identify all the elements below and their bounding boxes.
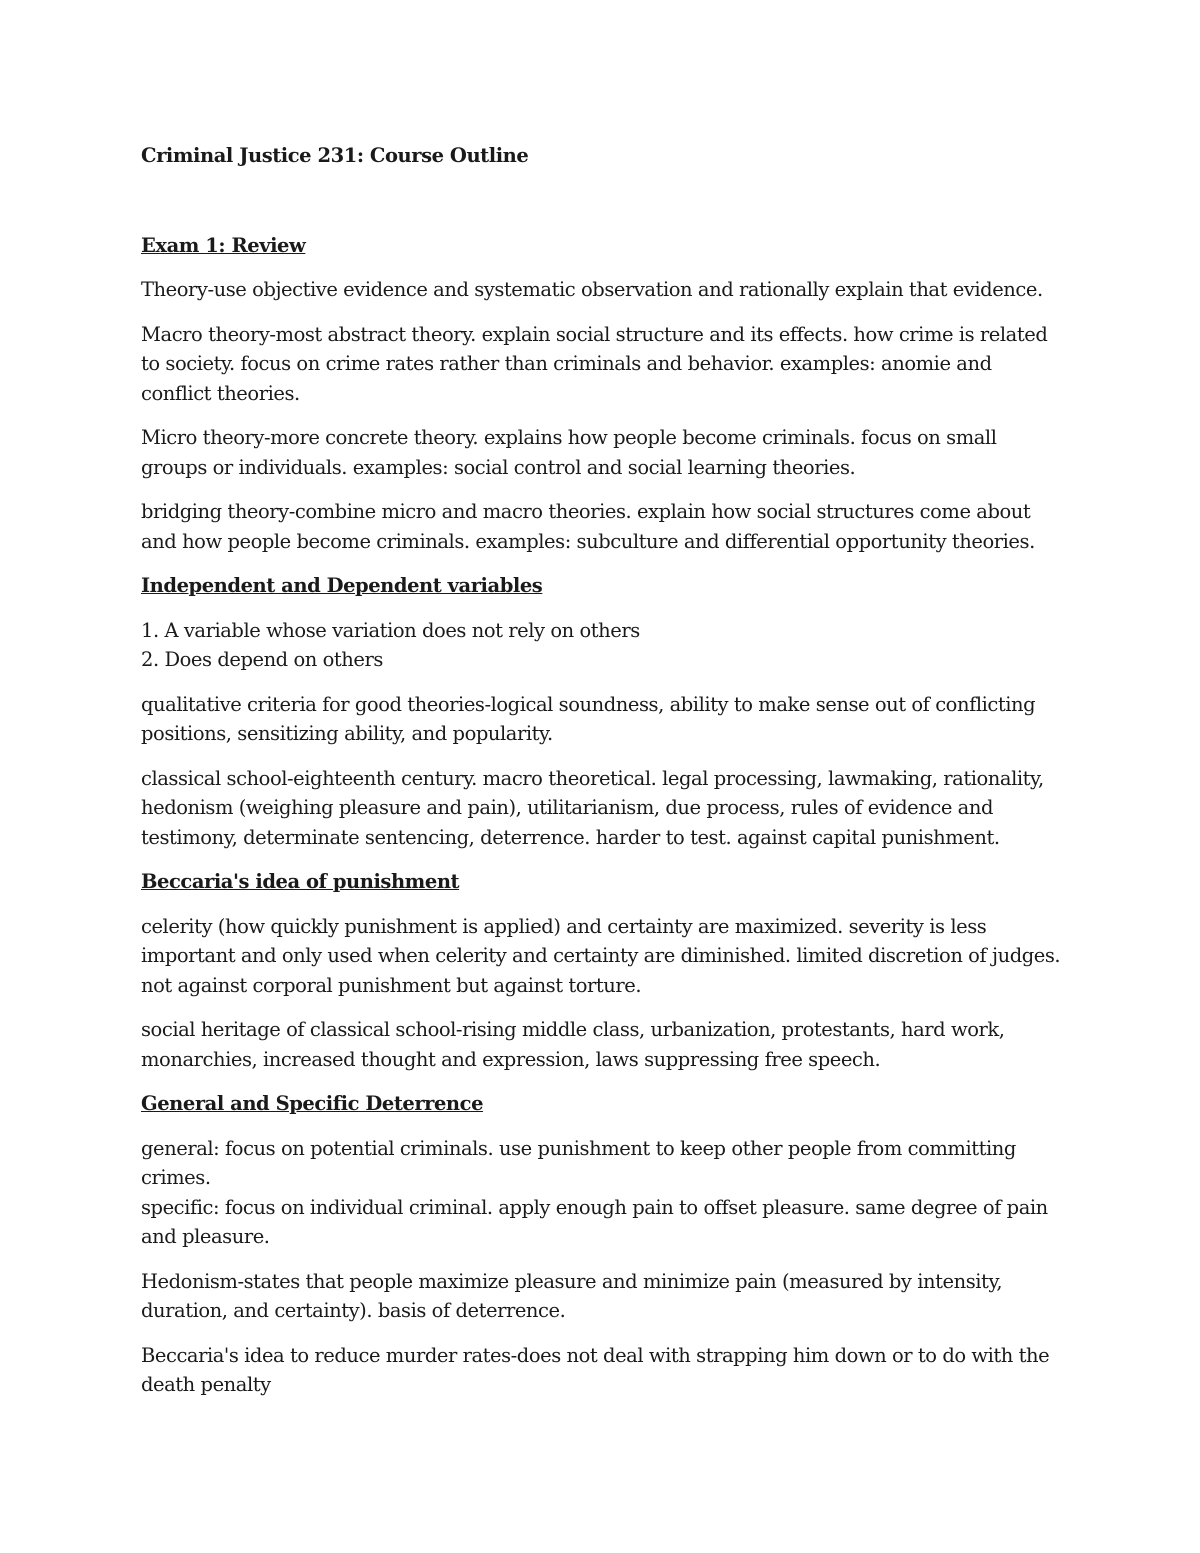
paragraph-general-deterrence: general: focus on potential criminals. use punishment to keep other people from committing crimes.: [141, 1136, 1016, 1189]
paragraph-macro-theory: Macro theory-most abstract theory. explain social structure and its effects. how crime is related to society. focus on crime rates rather than criminals and behavior. examples: anomie and conflict theories.: [141, 322, 1048, 405]
paragraph-hedonism: Hedonism-states that people maximize pleasure and minimize pain (measured by intensity, duration, and certainty). basis of deterrence.: [141, 1269, 1003, 1322]
list-item: 1. A variable whose variation does not rely on others: [141, 618, 640, 642]
paragraph-theory: Theory-use objective evidence and systematic observation and rationally explain that evidence.: [141, 278, 1043, 301]
section-heading-beccaria: Beccaria's idea of punishment: [141, 870, 460, 893]
variables-list: [141, 616, 1061, 675]
paragraph-qualitative-criteria: qualitative criteria for good theories-logical soundness, ability to make sense out of conflicting positions, sensitizing ability, and popularity.: [141, 692, 1036, 745]
section-heading-exam-review: Exam 1: Review: [141, 233, 306, 257]
spacer: [141, 171, 1061, 231]
list-item: 2. Does depend on others: [141, 648, 383, 671]
section-heading-deterrence: General and Specific Deterrence: [141, 1092, 484, 1115]
paragraph-specific-deterrence: specific: focus on individual criminal. apply enough pain to offset pleasure. same degree of pain and pleasure.: [141, 1195, 1048, 1248]
paragraph-micro-theory: Micro theory-more concrete theory. explains how people become criminals. focus on small groups or individuals. examples: social control and social learning theories.: [141, 426, 997, 479]
document-title: Criminal Justice 231: Course Outline: [141, 144, 529, 167]
paragraph-classical-school: classical school-eighteenth century. macro theoretical. legal processing, lawmaking, rationality, hedonism (weighing pleasure and pain), utilitarianism, due process, rules of evidence and testimony, determinate sentencing, deterrence. harder to test. against capital punishment.: [141, 766, 1044, 849]
section-heading-variables: Independent and Dependent variables: [141, 574, 543, 597]
paragraph-social-heritage: social heritage of classical school-rising middle class, urbanization, protestants, hard work, monarchies, increased thought and expression, laws suppressing free speech.: [141, 1018, 1005, 1071]
paragraph-celerity: celerity (how quickly punishment is applied) and certainty are maximized. severity is less important and only used when celerity and certainty are diminished. limited discretion of judges. not against corporal punishment but against torture.: [141, 914, 1061, 997]
paragraph-murder-rates: Beccaria's idea to reduce murder rates-does not deal with strapping him down or to do with the death penalty: [141, 1343, 1050, 1396]
paragraph-bridging-theory: bridging theory-combine micro and macro theories. explain how social structures come about and how people become criminals. examples: subculture and differential opportunity theories.: [141, 500, 1035, 553]
deterrence-definitions: [141, 1134, 1061, 1252]
document-body: [141, 141, 1061, 1415]
